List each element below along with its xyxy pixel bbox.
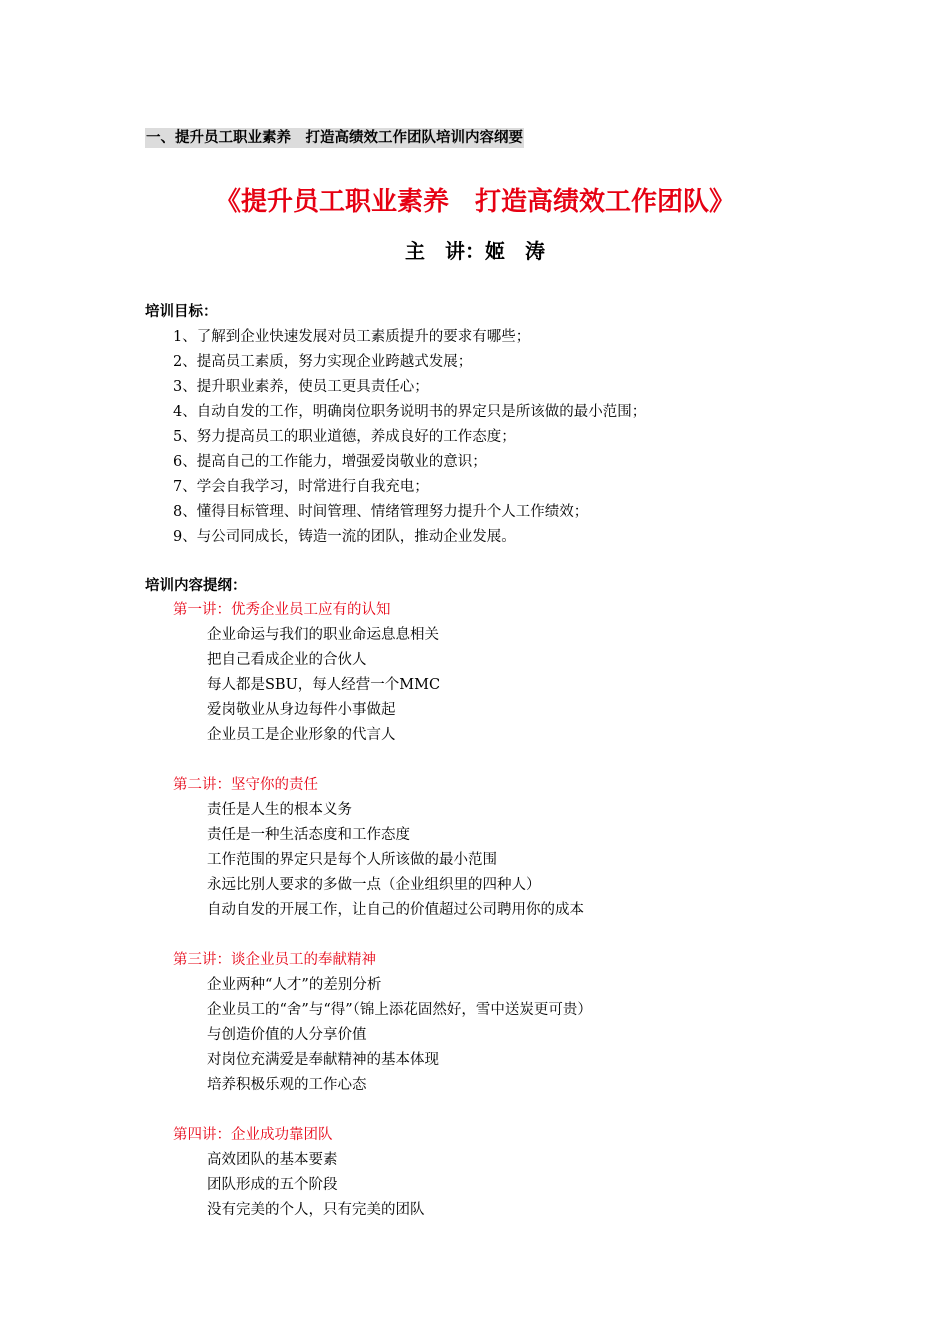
lecture-item: 企业两种“人才”的差别分析 [207, 977, 382, 993]
objective-item: 9、与公司同成长，铸造一流的团队，推动企业发展。 [173, 529, 516, 545]
objective-item: 1、了解到企业快速发展对员工素质提升的要求有哪些； [173, 329, 531, 345]
objective-item: 7、学会自我学习，时常进行自我充电； [173, 479, 429, 495]
lecture-2 [173, 773, 592, 923]
lecture-item: 与创造价值的人分享价值 [207, 1027, 367, 1043]
objectives-list [173, 325, 646, 550]
objective-item: 8、懂得目标管理、时间管理、情绪管理努力提升个人工作绩效； [173, 504, 589, 520]
lecture-4 [173, 1123, 592, 1223]
lecture-3 [173, 948, 592, 1098]
lecture-item: 永远比别人要求的多做一点（企业组织里的四种人） [207, 877, 541, 893]
lecture-items [173, 973, 592, 1098]
lecture-title: 第三讲：谈企业员工的奉献精神 [173, 952, 376, 968]
lecture-title: 第二讲：坚守你的责任 [173, 777, 318, 793]
lecture-title: 第四讲：企业成功靠团队 [173, 1127, 333, 1143]
lecture-item: 责任是人生的根本义务 [207, 802, 352, 818]
objective-item: 6、提高自己的工作能力，增强爱岗敬业的意识； [173, 454, 487, 470]
lecture-item: 对岗位充满爱是奉献精神的基本体现 [207, 1052, 439, 1068]
lecture-items [173, 798, 592, 923]
lecture-item: 工作范围的界定只是每个人所该做的最小范围 [207, 852, 497, 868]
lecture-item: 把自己看成企业的合伙人 [207, 652, 367, 668]
lecture-item: 团队形成的五个阶段 [207, 1177, 338, 1193]
outline-label: 培训内容提纲： [145, 578, 247, 594]
speaker-line: 主 讲：姬 涛 [405, 239, 545, 263]
lecture-item: 每人都是SBU，每人经营一个MMC [207, 677, 441, 693]
objective-item: 4、自动自发的工作，明确岗位职务说明书的界定只是所该做的最小范围； [173, 404, 647, 420]
lecture-item: 企业员工的“舍”与“得”（锦上添花固然好，雪中送炭更可贵） [207, 1002, 592, 1018]
objective-item: 2、提高员工素质，努力实现企业跨越式发展； [173, 354, 473, 370]
objectives-label: 培训目标： [145, 304, 218, 320]
lecture-item: 高效团队的基本要素 [207, 1152, 338, 1168]
lecture-title: 第一讲：优秀企业员工应有的认知 [173, 602, 391, 618]
document-title: 《提升员工职业素养 打造高绩效工作团队》 [214, 187, 735, 217]
lecture-item: 培养积极乐观的工作心态 [207, 1077, 367, 1093]
lecture-item: 责任是一种生活态度和工作态度 [207, 827, 410, 843]
lecture-items [173, 623, 592, 748]
lecture-item: 企业命运与我们的职业命运息息相关 [207, 627, 439, 643]
lecture-items [173, 1148, 592, 1223]
section-heading: 一、提升员工职业素养 打造高绩效工作团队培训内容纲要 [146, 130, 523, 146]
lecture-1 [173, 598, 592, 748]
lecture-list [173, 598, 592, 1248]
lecture-item: 爱岗敬业从身边每件小事做起 [207, 702, 396, 718]
lecture-item: 自动自发的开展工作，让自己的价值超过公司聘用你的成本 [207, 902, 584, 918]
objective-item: 3、提升职业素养，使员工更具责任心； [173, 379, 429, 395]
lecture-item: 没有完美的个人，只有完美的团队 [207, 1202, 425, 1218]
lecture-item: 企业员工是企业形象的代言人 [207, 727, 396, 743]
objective-item: 5、努力提高员工的职业道德，养成良好的工作态度； [173, 429, 516, 445]
